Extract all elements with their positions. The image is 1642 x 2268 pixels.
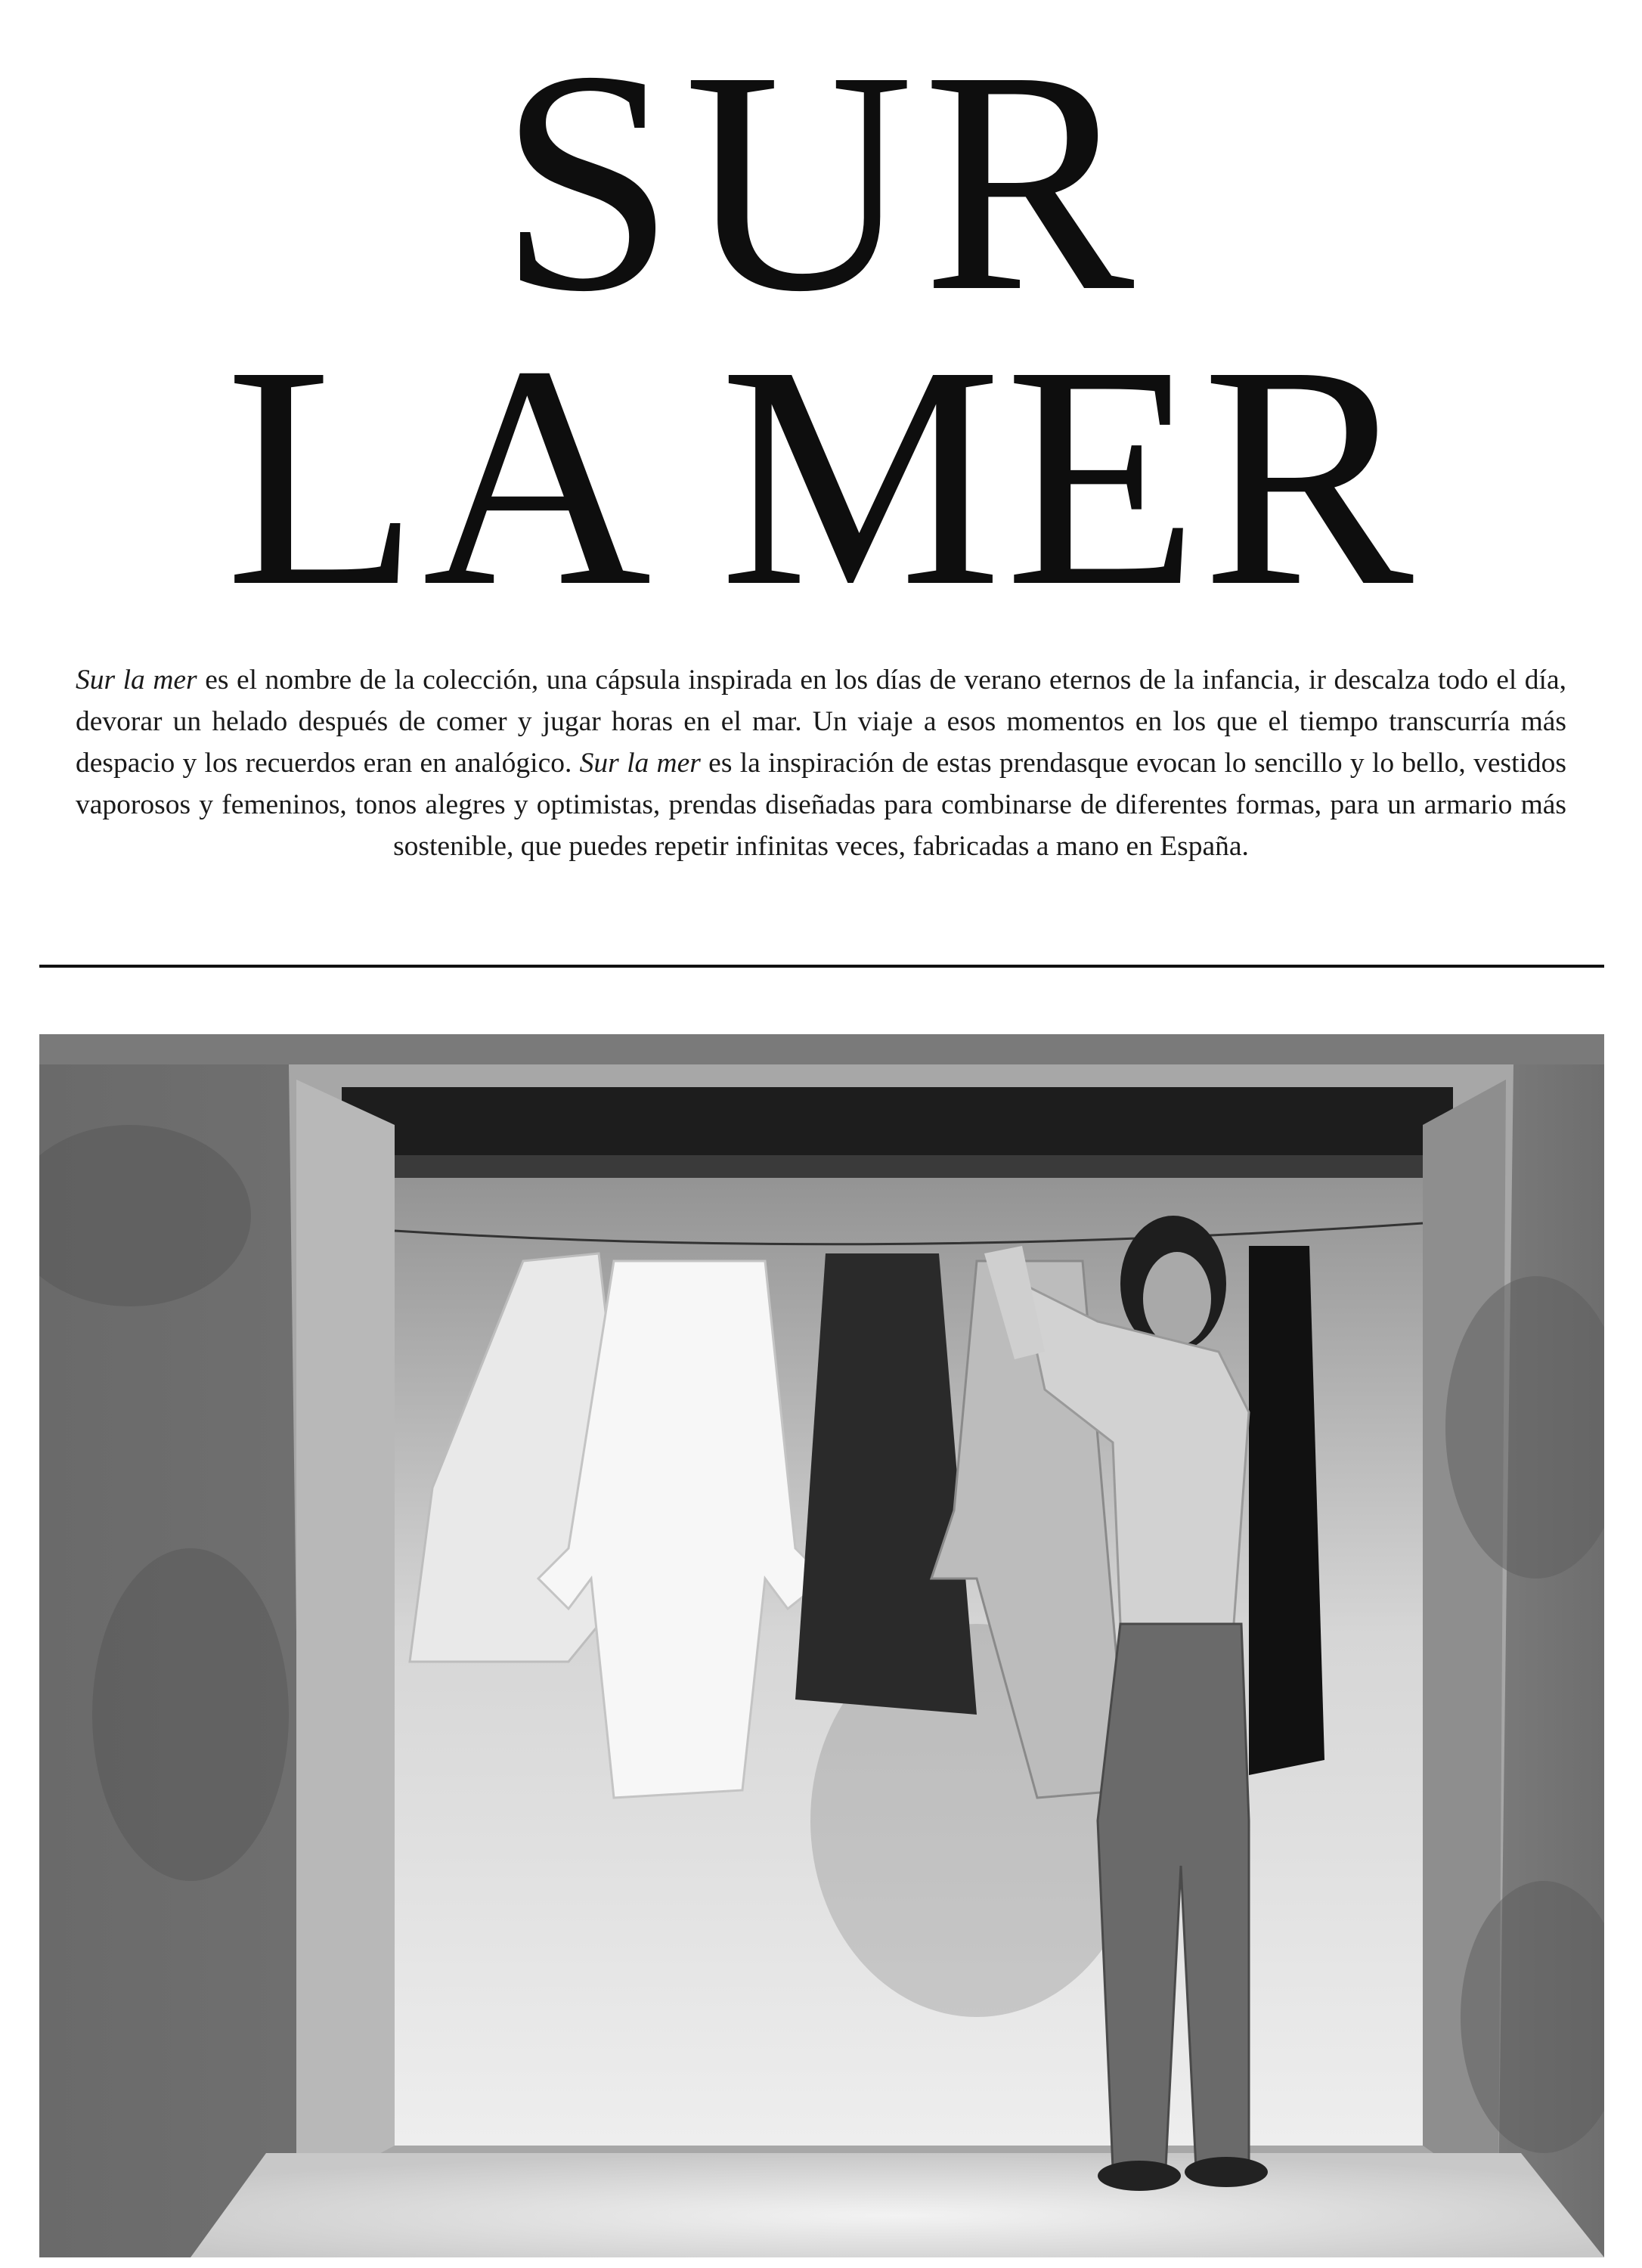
intro-text-2: es la inspiración de estas prendasque evocan lo sencillo y lo bello, vestidos vaporosos y femeninos, tonos alegres y optimistas, prendas diseñadas para combinarse de diferentes formas, para un armario más sostenible, que puedes repetir infinitas veces, fabricadas a mano en España. <box>76 748 1566 862</box>
intro-italic-2: Sur la mer <box>579 748 701 779</box>
intro-text-1: es el nombre de la colección, una cápsula inspirada en los días de verano eternos de la infancia, ir descalza todo el día, devorar un helado después de comer y jugar horas en el mar. Un viaje a esos momentos en los que el tiempo transcurría más despacio y los recuerdos eran en analógico. <box>76 665 1566 779</box>
hero-photo <box>39 1034 1604 2257</box>
photo-icon <box>39 1034 1604 2257</box>
title-line-1: SUR <box>498 5 1144 357</box>
intro-italic-1: Sur la mer <box>76 665 197 696</box>
divider <box>39 965 1604 968</box>
title-line-2: LA MER <box>225 300 1417 652</box>
intro-paragraph <box>76 659 1566 867</box>
